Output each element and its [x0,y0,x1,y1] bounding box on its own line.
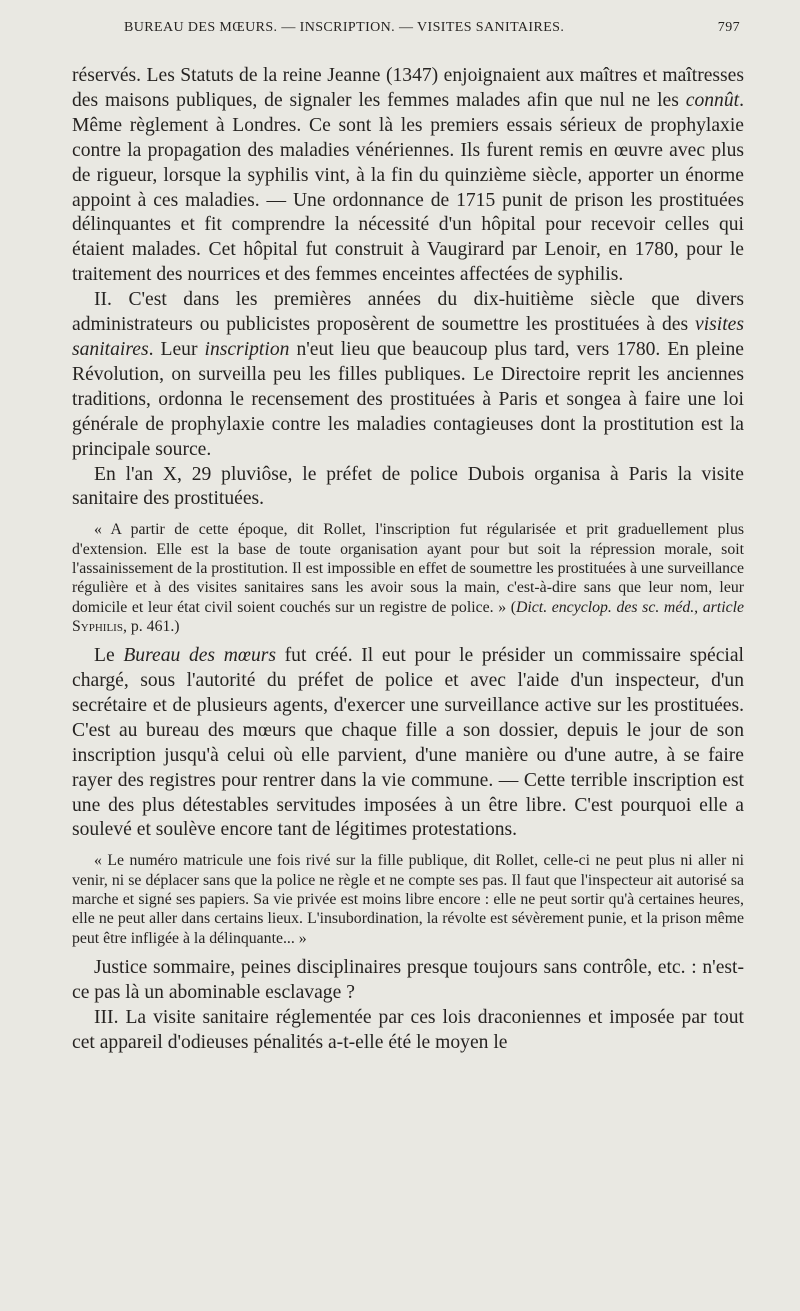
running-title: BUREAU DES MŒURS. — INSCRIPTION. — VISITES SANITAIRES. [124,20,565,35]
text-run: Justice sommaire, peines disciplinaires presque toujours sans contrôle, etc. : n'est-ce pas là un abominable esclavage ? [72,956,744,1003]
paragraph-an-x [72,463,744,513]
text-run: Le [94,645,124,667]
paragraph-statuts [72,64,744,288]
paragraph-justice [72,956,744,1006]
text-run: n'eut lieu que beaucoup plus tard, vers 1780. En pleine Révolution, on surveilla peu les filles publiques. Le Directoire reprit les anciennes traditions, ordonna le recensement des prostituées à Paris et songea à faire une loi générale de prophylaxie contre les maladies contagieuses dont la prostitution est la principale source. [72,338,744,460]
text-run: « A partir de cette époque, dit Rollet, l'inscription fut régularisée et prit graduellement plus d'extension. Elle est la base de toute organisation ayant pour but soit la répression morale, soit l'assainissement de la prostitution. Il est impossible en effet de soumettre les prostituées à une surveillance régulière et à des visites sanitaires sans les avoir sous la main, c'est-à-dire sans que leur nom, leur domicile et leur état civil soient couchés sur un registre de police. » ( [72,521,745,616]
italic-run: connût [685,89,740,111]
paragraph-bureau-des-moeurs [72,644,744,843]
text-run: . Même règlement à Londres. Ce sont là les premiers essais sérieux de prophylaxie contre la propagation des maladies vénériennes. Ils furent remis en œuvre avec plus de rigueur, lorsque la syphilis vint, à la fin du quinzième siècle, apporter un énorme appoint à ces maladies. — Une ordonnance de 1715 punit de prison les prostituées délinquantes et fit comprendre la nécessité d'un hôpital pour recevoir celles qui étaient malades. Cet hôpital fut construit à Vaugirard par Lenoir, en 1780, pour le traitement des nourrices et des femmes enceintes affectées de syphilis. [72,89,744,286]
quote-rollet-matricule [72,851,744,947]
text-run: II. C'est dans les premières années du dix-huitième siècle que divers administrateurs ou publicistes proposèrent de soumettre les prostituées à des [72,289,744,336]
text-run: En l'an X, 29 pluviôse, le préfet de police Dubois organisa à Paris la visite sanitaire des prostituées. [72,463,744,510]
small-caps-run: Syphilis [72,617,123,635]
text-run: fut créé. Il eut pour le présider un commissaire spécial chargé, sous l'autorité du préfet de police et avec l'aide d'un inspecteur, d'un secrétaire et de plusieurs agents, d'exercer une surveillance active sur les prostituées. C'est au bureau des mœurs que chaque fille a son dossier, depuis le jour de son inscription jusqu'à celui où elle parvient, d'une manière ou d'une autre, à se faire rayer des registres pour rentrer dans la vie commune. — Cette terrible inscription est une des plus détestables servitudes imposées à un être libre. C'est pourquoi elle a soulevé et soulève encore tant de légitimes protestations. [72,645,744,841]
text-run: . Leur [148,338,205,360]
page-number: 797 [717,20,740,35]
paragraph-section-iii [72,1006,744,1056]
quote-rollet-inscription [72,520,744,636]
italic-run: inscription [204,338,290,360]
paragraph-section-ii [72,288,744,462]
text-run: réservés. Les Statuts de la reine Jeanne (1347) enjoignaient aux maîtres et maîtresses des maisons publiques, de signaler les femmes malades afin que nul ne les [72,65,744,111]
text-run: III. La visite sanitaire réglementée par ces lois draconiennes et imposée par tout cet appareil d'odieuses pénalités a-t-elle été le moyen le [72,1006,744,1053]
running-header [72,20,744,42]
text-run: « Le numéro matricule une fois rivé sur la fille publique, dit Rollet, celle-ci ne peut plus ni aller ni venir, ni se déplacer sans que la police ne règle et ne compte ses pas. Il faut que l'inspecteur ait autorisé sa marche et signé ses papiers. Sa vie privée est moins libre encore : elle ne peut sortir qu'à certaines heures, elle ne peut aller dans certains lieux. L'insubordination, la révolte est sévèrement punie, et la prison même peut être infligée à la délinquante... » [72,852,744,947]
italic-run: visites sanitaires [72,314,744,360]
italic-run: Bureau des mœurs [123,645,276,667]
page-body [72,64,744,1055]
italic-run: Dict. encyclop. des sc. méd., article [516,598,744,616]
text-run: , p. 461.) [122,617,180,635]
